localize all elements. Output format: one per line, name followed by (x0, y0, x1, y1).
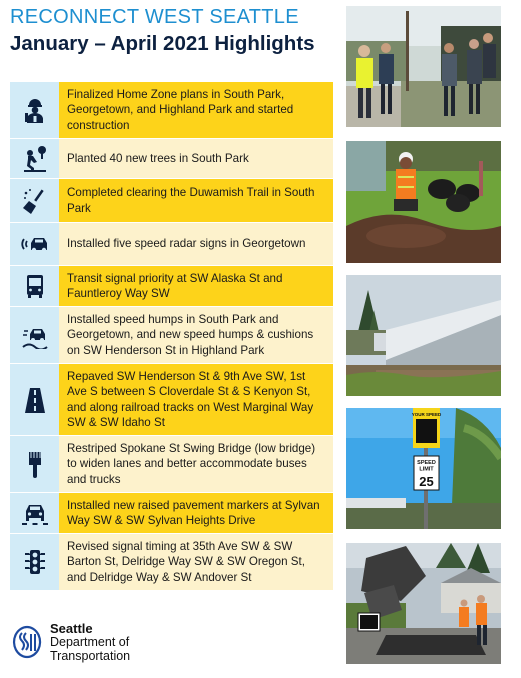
bus-icon (10, 266, 59, 306)
list-item (10, 223, 333, 265)
list-item (10, 139, 333, 178)
list-item (10, 436, 333, 492)
sign-speed-text: SPEED (417, 460, 436, 466)
list-item (10, 534, 333, 590)
photo-speed-radar-sign (346, 408, 501, 529)
photo-repaving (346, 543, 501, 664)
sdot-logo (12, 622, 130, 664)
list-item-text: Restriped Spokane St Swing Bridge (low bridge) to widen lanes and better accommodate buses and trucks (59, 436, 333, 492)
list-item-text: Planted 40 new trees in South Park (59, 139, 333, 178)
sign-limit-text: LIMIT (419, 466, 434, 473)
list-item (10, 179, 333, 222)
list-item-text: Finalized Home Zone plans in South Park, Georgetown, and Highland Park and started construction (59, 82, 333, 138)
sign-limit-value: 25 (419, 474, 434, 489)
paintbrush-icon (10, 436, 59, 492)
list-item-text: Repaved SW Henderson St & 9th Ave SW, 1st Ave S between S Cloverdale St & S Kenyon St, and along railroad tracks on West Marginal Way SW & SW Idaho St (59, 364, 333, 435)
list-item (10, 364, 333, 435)
list-item-text: Installed new raised pavement markers at Sylvan Way SW & SW Sylvan Heights Drive (59, 493, 333, 533)
list-item-text: Transit signal priority at SW Alaska St and Fauntleroy Way SW (59, 266, 333, 306)
traffic-signal-icon (10, 534, 59, 590)
logo-dept-line2: Transportation (50, 649, 131, 664)
list-item (10, 307, 333, 363)
page-subtitle: January – April 2021 Highlights (10, 32, 315, 55)
construction-worker-icon (10, 82, 59, 138)
list-item (10, 82, 333, 138)
logo-dept-line1: Department of (50, 635, 130, 650)
list-item (10, 266, 333, 306)
seattle-logo-icon (12, 625, 42, 661)
list-item (10, 493, 333, 533)
photo-site-walk (346, 6, 501, 127)
list-item-text: Revised signal timing at 35th Ave SW & SW Barton St, Delridge Way SW & SW Oregon St, and Delridge Way & SW Andover St (59, 534, 333, 590)
photo-trail-clearing (346, 275, 501, 396)
list-item-text: Installed five speed radar signs in Georgetown (59, 223, 333, 265)
tree-planting-icon (10, 139, 59, 178)
speed-radar-car-icon (10, 223, 59, 265)
speed-hump-car-icon (10, 307, 59, 363)
logo-city-text: Seattle (50, 621, 93, 636)
car-pavement-markers-icon (10, 493, 59, 533)
road-icon (10, 364, 59, 435)
sign-your-speed-text: YOUR SPEED (411, 412, 442, 417)
list-item-text: Installed speed humps in South Park and Georgetown, and new speed humps & cushions on SW Henderson St in Highland Park (59, 307, 333, 363)
list-item-text: Completed clearing the Duwamish Trail in South Park (59, 179, 333, 222)
broom-icon (10, 179, 59, 222)
photo-tree-planting (346, 141, 501, 263)
page-title: RECONNECT WEST SEATTLE (10, 6, 299, 28)
